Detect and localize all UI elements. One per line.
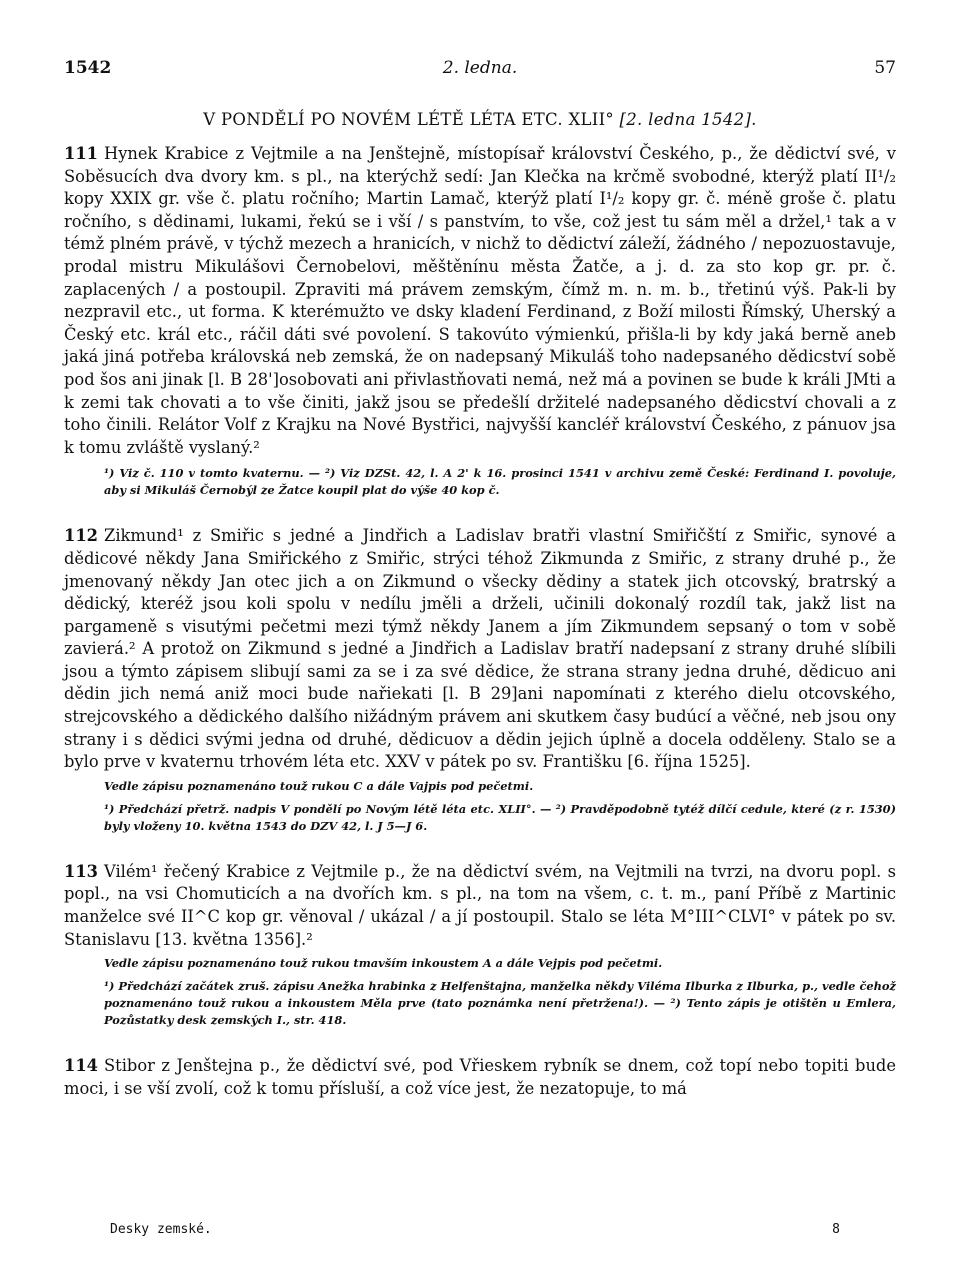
entry-text: Stibor z Jenštejna p., že dědictví své, pod Vřieskem rybník se dnem, což topí nebo topiti bude moci, i se vší zvolí, což k tomu přísluší, a což více jest, že nezatopuje, to má [64, 1056, 896, 1098]
editorial-note-113: Vedle zápisu poznamenáno touž rukou tmavším inkoustem A a dále Vejpis pod pečetmi. [104, 956, 663, 971]
section-title-date: [2. ledna 1542]. [619, 110, 757, 129]
entry-114 [64, 1055, 896, 1100]
entry-text: Zikmund¹ z Smiřic s jedné a Jindřich a Ladislav bratři vlastní Smiřičští z Smiřic, synové a dědicové někdy Jana Smiřického z Smiřic, strýci téhož Zikmunda z Smiřic, z strany druhé p., že jmenovaný někdy Jan otec jich a on Zikmund o všecky dědiny a statek jich otcovský, bratrský a dědický, kteréž jsou koli spolu v nedílu jměli a drželi, učinili dokonalý rozdíl tak, jakž list na pargameně s visutými pečetmi mezi týmž někdy Janem a jím Zikmundem sepsaný o tom v sobě zavierá.² A protož on Zikmund s jedné a Jindřich a Ladislav bratří nadepsaní z strany druhé slíbili jsou a týmto zápisem slibují sami za se i za své dědice, že strana strany jedna druhé, dědicuo ani dědin jich nemá aniž moci bude nařiekati [l. B 29]ani napomínati z kterého dielu otcovského, strejcovského a dědického dalšího nižádným právem ani skutkem časy budúcí a věčné, neb jsou ony strany i s dědici svými jedna od druhé, dědicuov a dědin jejich úplně a docela odděleny. Stalo se a bylo prve v kvaternu trhovém léta etc. XXV v pátek po sv. Františku [6. října 1525]. [64, 526, 896, 772]
entry-number: 113 [64, 861, 98, 881]
footnotes-111: ¹) Viz č. 110 v tomto kvaternu. — ²) Viz DZSt. 42, l. A 2' k 16. prosinci 1541 v archivu země České: Ferdinand I. povoluje, aby si Mikuláš Černobýl ze Žatce koupil plat do výše 40 kop č. [104, 466, 896, 498]
entry-text: Hynek Krabice z Vejtmile a na Jenštejně, místopísař království Českého, p., že dědictví své, v Soběsucích dva dvory km. s pl., na kterýchž sedí: Jan Klečka na krčmě svobodné, kterýž platí II¹/₂ kopy XXIX gr. vše č. platu ročního; Martin Lamač, kterýž platí I¹/₂ kopy gr. č. méně groše č. platu ročního, s dědinami, lukami, řekú se i vší / s panstvím, to vše, což jest tu sám měl a držel,¹ tak a v témž plném právě, v týchž mezech a hranicích, v nichž to dědictví záleží, žádného / nepozuostavuje, prodal mistru Mikulášovi Černobelovi, měštěnínu města Žatče, a j. d. za sto kop gr. pr. č. zaplacených / a postoupil. Zpraviti má právem zemským, čímž m. n. m. b., třetinú výš. Pak-li by nezpravil etc., ut forma. K kterémužto ve dsky kladení Ferdinand, z Boží milosti Římský, Uherský a Český etc. král etc., ráčil dáti své povolení. S takovúto výmienkú, přišla-li by kdy jaká berně aneb jaká jiná potřeba královská neb zemská, že on nadepsaný Mikuláš toho nadepsaného dědicství sobě pod šos ani jinak [l. B 28']osobovati ani přivlastňovati nemá, než má a povinen se bude k králi JMti a k zemi tak chovati a to vše činiti, jakž jsou se předešlí držitelé nadepsaného dědicství chovali a z toho činili. Relátor Volf z Krajku na Nové Bystřici, najvyšší kancléř království Českého, z pánuov jsa k tomu zvláště vyslaný.² [64, 144, 896, 457]
running-header [64, 58, 896, 88]
entry-number: 114 [64, 1056, 98, 1076]
footnotes-113: ¹) Předchází začátek zruš. zápisu Anežka hrabinka z Helfenštajna, manželka někdy Viléma Ilburka z Ilburka, p., vedle čehož poznamenáno touž rukou a inkoustem Měla prve (tato poznámka není přetržena!). — ²) Tento zápis je otištěn u Emlera, Pozůstatky desk zemských I., str. 418. [104, 979, 896, 1028]
entry-113 [64, 861, 896, 951]
header-year: 1542 [64, 58, 112, 78]
entry-111 [64, 143, 896, 459]
footer-sheet-number: 8 [832, 1222, 840, 1237]
header-page-number: 57 [874, 58, 896, 78]
entry-number: 111 [64, 144, 98, 163]
footer-signature: Desky zemské. [110, 1222, 212, 1237]
entry-112 [64, 525, 896, 774]
page [64, 58, 896, 1100]
section-title [64, 110, 896, 129]
entry-text: Vilém¹ řečený Krabice z Vejtmile p., že na dědictví svém, na Vejtmili na tvrzi, na dvoru popl. s popl., na vsi Chomuticích a na dvořích km. s pl., na tom na všem, c. t. m., paní Příbě z Martinic manželce své II^C kop gr. věnoval / ukázal / a jí postoupil. Stalo se léta M°III^CLVI° v pátek po sv. Stanislavu [13. května 1356].² [64, 861, 896, 949]
page-footer [110, 1222, 840, 1237]
entry-number: 112 [64, 526, 98, 546]
editorial-note-112: Vedle zápisu poznamenáno touž rukou C a dále Vajpis pod pečetmi. [104, 778, 534, 793]
section-title-main: V PONDĚLÍ PO NOVÉM LÉTĚ LÉTA ETC. XLII° [203, 110, 620, 129]
header-date: 2. ledna. [442, 58, 518, 78]
footnotes-112: ¹) Předchází přetrž. nadpis V pondělí po Novým létě léta etc. XLII°. — ²) Pravděpodobně tytéž dílčí cedule, které (z r. 1530) byly vloženy 10. května 1543 do DZV 42, l. J 5—J 6. [104, 801, 896, 833]
